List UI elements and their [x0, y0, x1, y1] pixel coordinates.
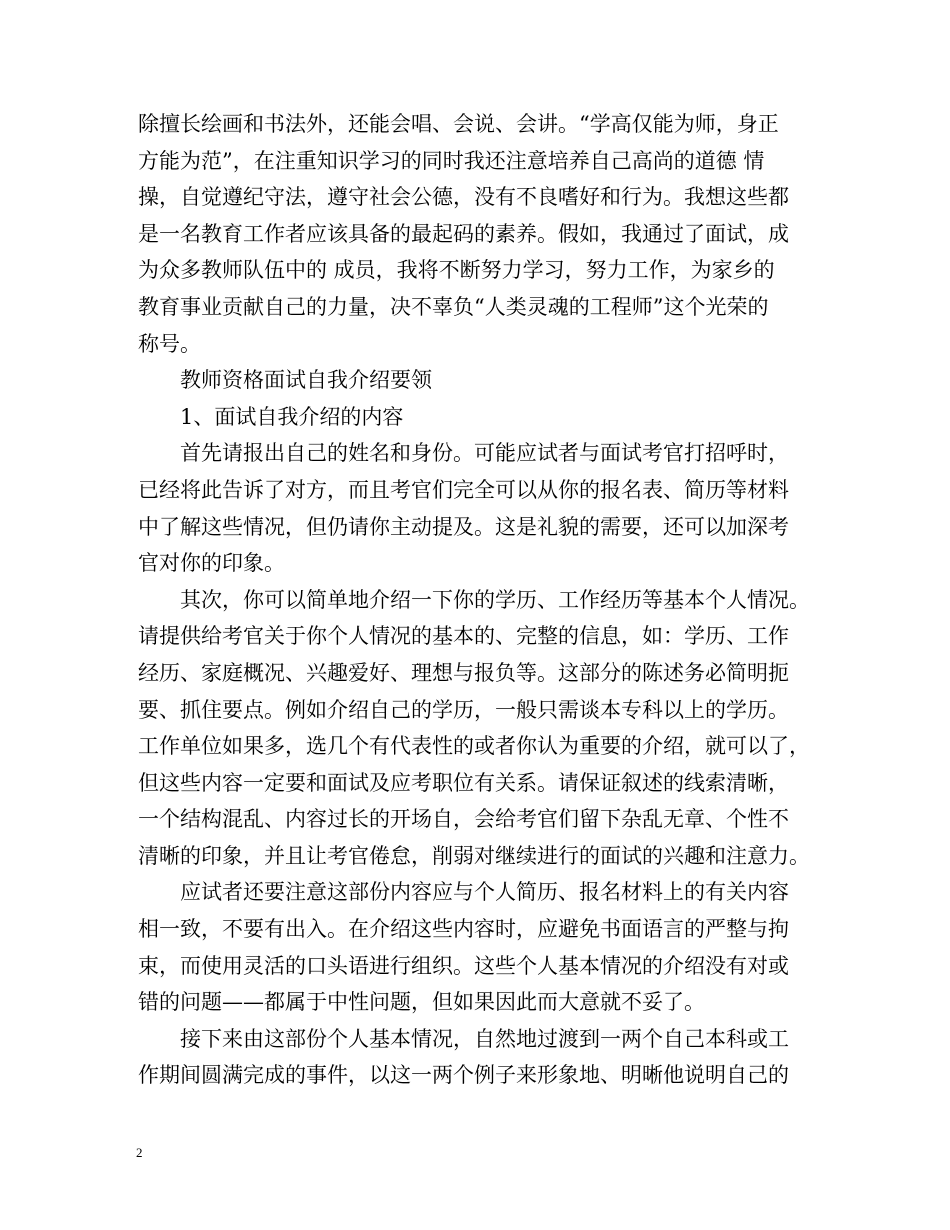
paragraph-first-line: 首先请报出自己的姓名和身份。可能应试者与面试考官打招呼时，	[180, 441, 789, 466]
text-line: 称号。	[138, 331, 201, 356]
text-line: 中了解这些情况，但仍请你主动提及。这是礼貌的需要，还可以加深考	[138, 514, 789, 539]
text-line: 要、抓住要点。例如介绍自己的学历，一般只需谈本专科以上的学历。	[138, 697, 789, 722]
paragraph-first-line: 其次，你可以简单地介绍一下你的学历、工作经历等基本个人情况。	[180, 587, 810, 612]
paragraph-first-line: 1、面试自我介绍的内容	[180, 404, 404, 429]
text-line: 请提供给考官关于你个人情况的基本的、完整的信息，如：学历、工作	[138, 624, 789, 649]
text-line: 但这些内容一定要和面试及应考职位有关系。请保证叙述的线索清晰，	[138, 770, 789, 795]
text-line: 工作单位如果多，选几个有代表性的或者你认为重要的介绍，就可以了，	[138, 734, 810, 759]
text-line: 官对你的印象。	[138, 551, 285, 576]
text-line: 为众多教师队伍中的 成员，我将不断努力学习，努力工作，为家乡的	[138, 258, 775, 283]
paragraph-first-line: 教师资格面试自我介绍要领	[180, 368, 432, 393]
text-line: 束，而使用灵活的口头语进行组织。这些个人基本情况的介绍没有对或	[138, 953, 789, 978]
text-line: 作期间圆满完成的事件，以这一两个例子来形象地、明晰他说明自己的	[138, 1063, 789, 1088]
text-line: 方能为范”，在注重知识学习的同时我还注意培养自己高尚的道德 情	[138, 148, 765, 173]
paragraph-first-line: 接下来由这部份个人基本情况，自然地过渡到一两个自己本科或工	[180, 1026, 789, 1051]
page-number: 2	[136, 1145, 143, 1160]
paragraph-first-line: 应试者还要注意这部份内容应与个人简历、报名材料上的有关内容	[180, 880, 789, 905]
text-line: 经历、家庭概况、兴趣爱好、理想与报负等。这部分的陈述务必简明扼	[138, 660, 789, 685]
text-line: 是一名教育工作者应该具备的最起码的素养。假如，我通过了面试，成	[138, 221, 789, 246]
text-line: 清晰的印象，并且让考官倦怠，削弱对继续进行的面试的兴趣和注意力。	[138, 843, 810, 868]
text-line: 除擅长绘画和书法外，还能会唱、会说、会讲。“学高仅能为师，身正	[138, 112, 779, 136]
text-line: 操，自觉遵纪守法，遵守社会公德，没有不良嗜好和行为。我想这些都	[138, 185, 789, 210]
text-line: 相一致，不要有出入。在介绍这些内容时，应避免书面语言的严整与拘	[138, 917, 789, 942]
text-line: 已经将此告诉了对方，而且考官们完全可以从你的报名表、简历等材料	[138, 477, 789, 502]
text-line: 错的问题——都属于中性问题，但如果因此而大意就不妥了。	[138, 990, 705, 1015]
text-line: 一个结构混乱、内容过长的开场自，会给考官们留下杂乱无章、个性不	[138, 807, 789, 832]
text-line: 教育事业贡献自己的力量，决不辜负“人类灵魂的工程师”这个光荣的	[138, 294, 769, 319]
document-body	[138, 106, 828, 1094]
